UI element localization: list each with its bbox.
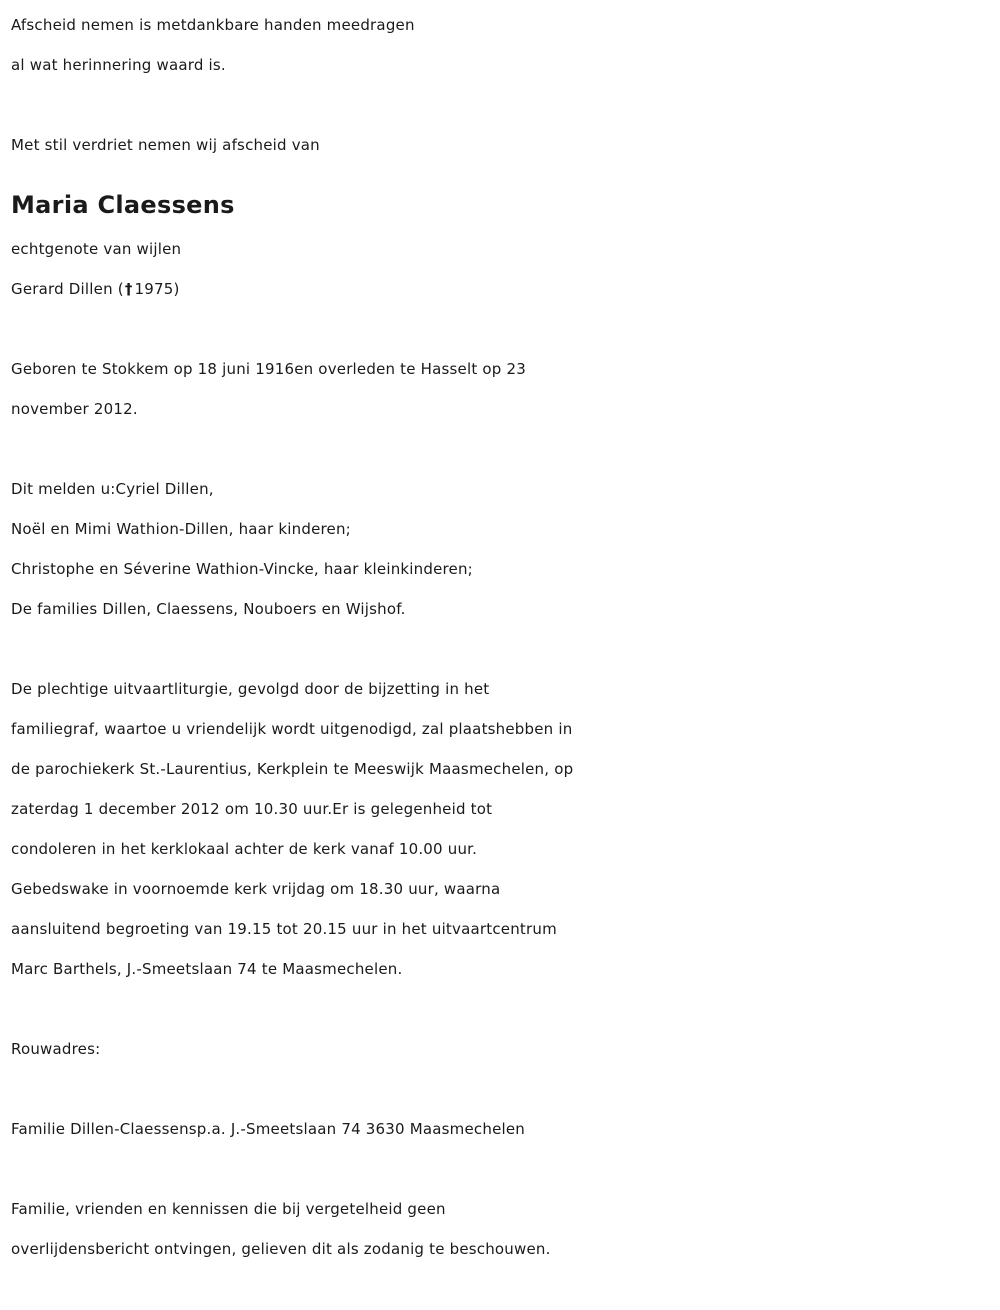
spacer: [11, 989, 996, 1029]
ceremony-line-4: zaterdag 1 december 2012 om 10.30 uur.Er is gelegenheid tot: [11, 800, 493, 818]
spacer: [11, 85, 996, 125]
cross-icon: †: [124, 280, 133, 298]
announcers-line-1: Dit melden u:Cyriel Dillen,: [11, 480, 214, 498]
spacer: [11, 1069, 996, 1109]
poem-line-1: Afscheid nemen is metdankbare handen meedragen: [11, 16, 415, 34]
ceremony-line-5: condoleren in het kerklokaal achter de kerk vanaf 10.00 uur.: [11, 840, 478, 858]
address-label: Rouwadres:: [11, 1040, 101, 1058]
obituary-notice: [11, 5, 996, 1269]
poem-line-2: al wat herinnering waard is.: [11, 56, 226, 74]
spacer: [11, 429, 996, 469]
ceremony-line-3: de parochiekerk St.-Laurentius, Kerkplein te Meeswijk Maasmechelen, op: [11, 760, 574, 778]
spouse-name: Gerard Dillen (: [11, 280, 124, 298]
spacer: [11, 309, 996, 349]
address-value: Familie Dillen-Claessensp.a. J.-Smeetslaan 74 3630 Maasmechelen: [11, 1120, 525, 1138]
ceremony-line-8: Marc Barthels, J.-Smeetslaan 74 te Maasmechelen.: [11, 960, 403, 978]
announcers-line-2: Noël en Mimi Wathion-Dillen, haar kinderen;: [11, 520, 351, 538]
announcers-line-3: Christophe en Séverine Wathion-Vincke, haar kleinkinderen;: [11, 560, 473, 578]
ceremony-line-2: familiegraf, waartoe u vriendelijk wordt uitgenodigd, zal plaatshebben in: [11, 720, 573, 738]
announcers-line-4: De families Dillen, Claessens, Nouboers en Wijshof.: [11, 600, 406, 618]
relation-text: echtgenote van wijlen: [11, 240, 182, 258]
ceremony-line-1: De plechtige uitvaartliturgie, gevolgd door de bijzetting in het: [11, 680, 490, 698]
spouse-year: 1975): [134, 280, 180, 298]
spacer: [11, 1149, 996, 1189]
spacer: [11, 629, 996, 669]
deceased-name: Maria Claessens: [11, 191, 235, 219]
closing-line-2: overlijdensbericht ontvingen, gelieven dit als zodanig te beschouwen.: [11, 1240, 551, 1258]
closing-line-1: Familie, vrienden en kennissen die bij vergetelheid geen: [11, 1200, 446, 1218]
spouse-line: [11, 269, 996, 309]
ceremony-line-6: Gebedswake in voornoemde kerk vrijdag om 18.30 uur, waarna: [11, 880, 501, 898]
birth-death-line-2: november 2012.: [11, 400, 138, 418]
intro-text: Met stil verdriet nemen wij afscheid van: [11, 136, 320, 154]
ceremony-line-7: aansluitend begroeting van 19.15 tot 20.15 uur in het uitvaartcentrum: [11, 920, 557, 938]
birth-death-line-1: Geboren te Stokkem op 18 juni 1916en overleden te Hasselt op 23: [11, 360, 526, 378]
